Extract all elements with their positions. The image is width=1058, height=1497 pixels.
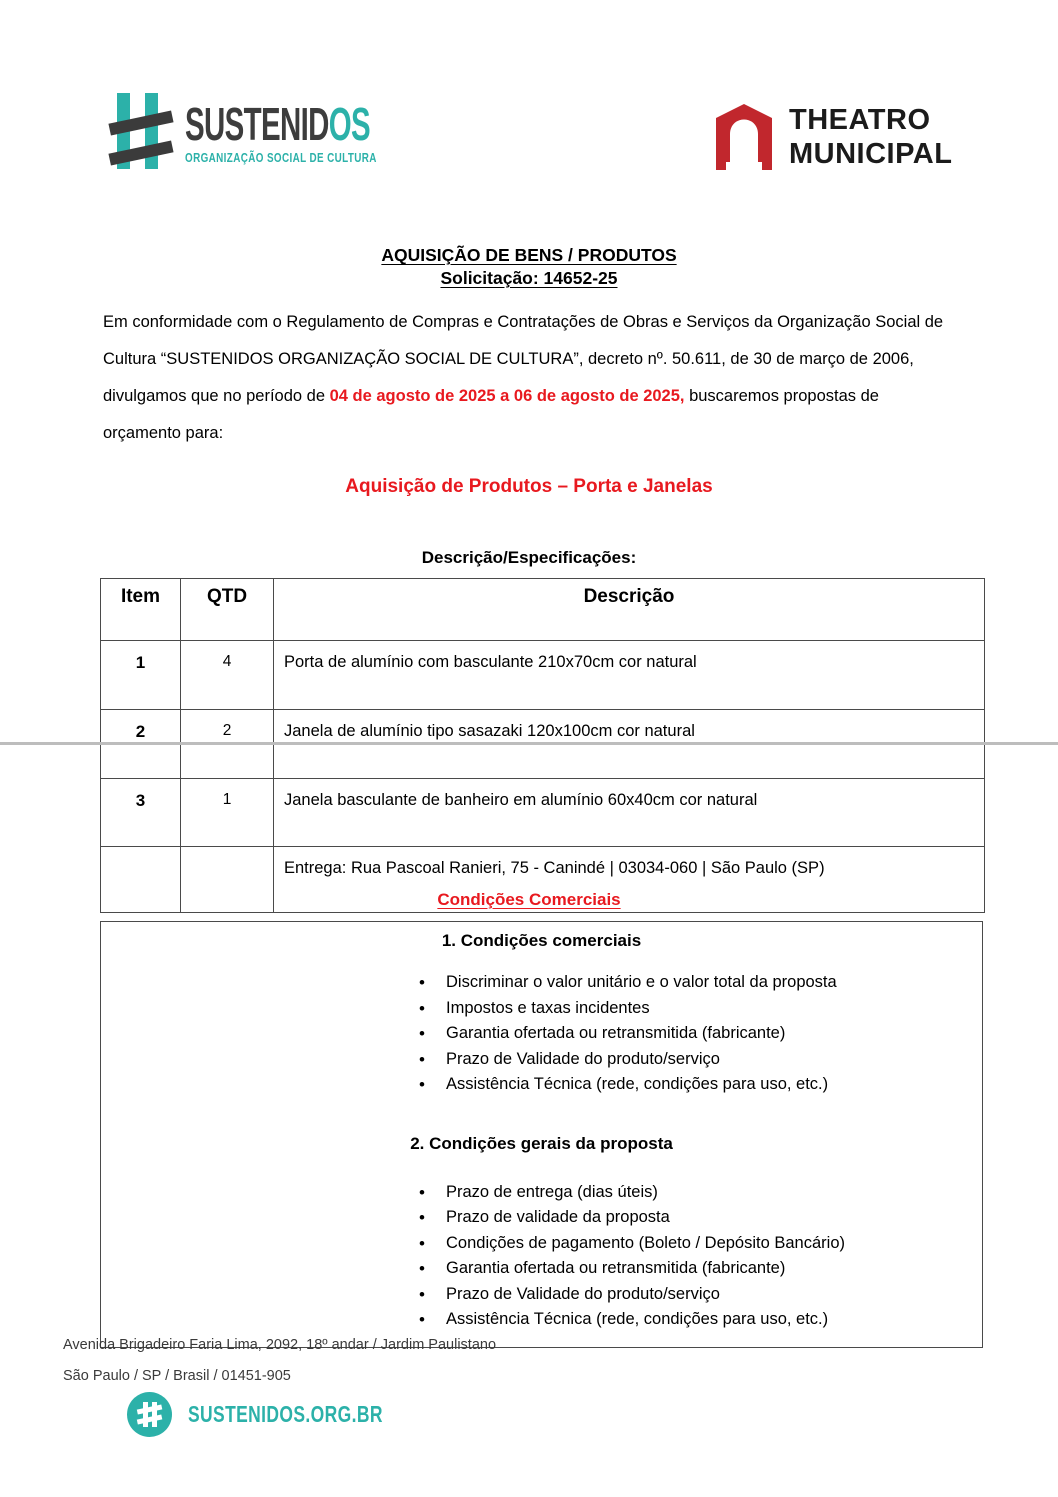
sharp-circle-icon [127,1392,172,1437]
title-line2: Solicitação: 14652-25 [440,268,618,288]
col-header-qtd: QTD [181,579,274,641]
footer-address-line1: Avenida Brigadeiro Faria Lima, 2092, 18º andar / Jardim Paulistano [63,1337,497,1353]
footer-address-line2: São Paulo / SP / Brasil / 01451-905 [63,1368,291,1384]
condition-item: • Prazo de Validade do produto/serviço [446,1282,982,1308]
date-range-highlight: 04 de agosto de 2025 a 06 de agosto de 2025, [329,387,685,405]
conditions-box [100,921,983,1348]
intro-text-start: Em conformidade com o Regulamento de Compras e Contratações de Obras e Serviços da Organização Social de Cultura “SUSTENIDOS ORGANIZAÇÃO SOCIAL DE CULTURA”, decreto nº. 50.611, de 30 de março de 2006, divulgamos que no período de [103,313,944,405]
condition-item: • Prazo de entrega (dias úteis) [446,1180,982,1206]
condition-item: • Assistência Técnica (rede, condições para uso, etc.) [446,1072,982,1098]
intro-text-end: buscaremos propostas de orçamento para: [103,387,879,442]
sustenidos-tagline: ORGANIZAÇÃO SOCIAL DE CULTURA [185,150,377,165]
theatro-line2: MUNICIPAL [789,138,953,170]
item-qty: 2 [181,710,274,779]
footer-website: SUSTENIDOS.ORG.BR [188,1401,383,1427]
subject-heading: Aquisição de Produtos – Porta e Janelas [345,476,713,497]
sustenidos-name-base: SUSTENID [185,98,329,150]
condition-item: • Garantia ofertada ou retransmitida (fabricante) [446,1256,982,1282]
items-table [100,578,985,913]
commercial-conditions-heading: Condições Comerciais [437,890,621,909]
condition-item: • Impostos e taxas incidentes [446,996,982,1022]
item-number: 3 [101,779,181,847]
item-qty: 1 [181,779,274,847]
section1-title: 1. Condições comerciais [441,931,642,950]
sustenidos-wordmark [185,93,474,169]
section2-list [446,1180,982,1333]
item-description: Janela basculante de banheiro em alumínio 60x40cm cor natural [274,779,985,847]
title-line1: AQUISIÇÃO DE BENS / PRODUTOS [381,245,677,265]
item-description: Porta de alumínio com basculante 210x70cm cor natural [274,641,985,710]
table-header-row [101,579,985,641]
table-row [101,779,985,847]
condition-item: • Prazo de Validade do produto/serviço [446,1047,982,1073]
sustenidos-logo [112,93,474,169]
item-qty: 4 [181,641,274,710]
sustenidos-name-accent: OS [328,98,370,150]
item-number: 2 [101,710,181,779]
condition-item: • Assistência Técnica (rede, condições para uso, etc.) [446,1307,982,1333]
col-header-desc: Descrição [274,579,985,641]
sustenidos-footer-logo [127,1392,444,1437]
theatro-municipal-wordmark [789,101,952,172]
col-header-item: Item [101,579,181,641]
item-number: 1 [101,641,181,710]
theatre-arch-icon [713,101,775,172]
theatro-line1: THEATRO [789,104,931,136]
condition-item: • Discriminar o valor unitário e o valor total da proposta [446,970,982,996]
section2-title: 2. Condições gerais da proposta [410,1133,673,1153]
document-title [0,244,1058,290]
sharp-sign-icon [112,93,174,169]
condition-item: • Condições de pagamento (Boleto / Depósito Bancário) [446,1231,982,1257]
condition-item: • Garantia ofertada ou retransmitida (fabricante) [446,1021,982,1047]
table-row [101,641,985,710]
condition-item: • Prazo de validade da proposta [446,1205,982,1231]
section1-list [446,970,982,1098]
page-break-divider [0,742,1058,745]
sustenidos-name [185,98,370,150]
theatro-municipal-logo [713,101,952,172]
delivery-address: Entrega: Rua Pascoal Ranieri, 75 - Canindé | 03034-060 | São Paulo (SP) [274,847,985,913]
item-description: Janela de alumínio tipo sasazaki 120x100cm cor natural [274,710,985,779]
intro-paragraph [103,304,959,452]
spec-heading: Descrição/Especificações: [421,548,637,567]
